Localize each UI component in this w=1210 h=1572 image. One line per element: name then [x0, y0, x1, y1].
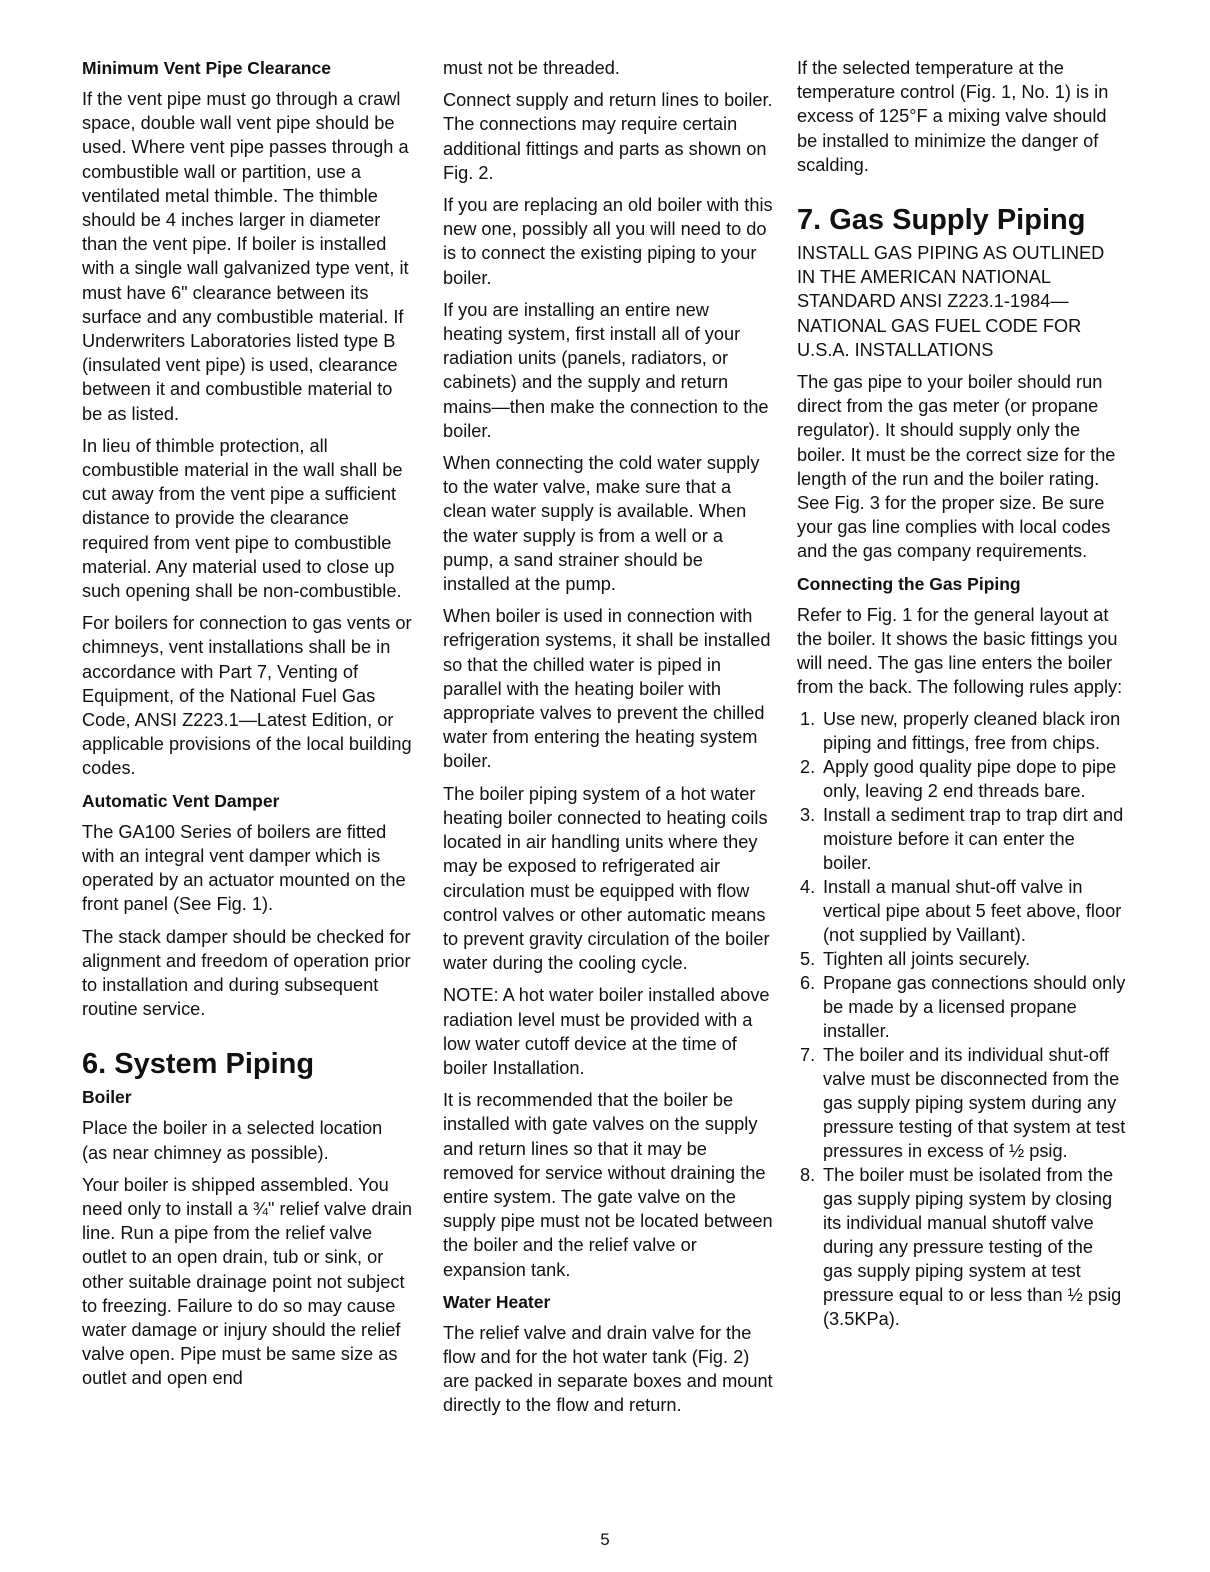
- heading-vent-clearance: Minimum Vent Pipe Clearance: [82, 58, 331, 78]
- list-item: 8. The boiler must be isolated from the gas supply piping system by closing its individual manual shutoff valve during any pressure testing of the gas supply piping system at test pressure equal to or less than ½ psig (3.5KPa).: [800, 1165, 1122, 1330]
- paragraph: The GA100 Series of boilers are fitted with an integral vent damper which is operated by an actuator mounted on the front panel (See Fig. 1).: [82, 821, 406, 915]
- heading-water-heater: Water Heater: [443, 1291, 551, 1312]
- column-right: [797, 56, 1127, 1331]
- paragraph: Place the boiler in a selected location (as near chimney as possible).: [82, 1118, 383, 1163]
- paragraph: Refer to Fig. 1 for the general layout at the boiler. It shows the basic fittings you will need. The gas line enters the boiler from the back. The following rules apply:: [797, 604, 1123, 698]
- paragraph: In lieu of thimble protection, all combustible material in the wall shall be cut away from the vent pipe a sufficient distance to provide the clearance required from vent pipe to combustible material. Any material used to close up such opening shall be non-combustible.: [82, 435, 403, 602]
- paragraph: If you are replacing an old boiler with this new one, possibly all you will need to do is to connect the existing piping to your boiler.: [443, 195, 773, 288]
- list-item: 7. The boiler and its individual shut-off valve must be disconnected from the gas supply piping system during any pressure testing of that system at test pressures in excess of ½ psig.: [800, 1045, 1126, 1162]
- note-paragraph: NOTE: A hot water boiler installed above radiation level must be provided with a low water cutoff device at the time of boiler Installation.: [443, 985, 770, 1078]
- paragraph: The stack damper should be checked for alignment and freedom of operation prior to installation and during subsequent routine service.: [82, 926, 411, 1020]
- page-number: 5: [600, 1530, 610, 1549]
- list-item: 4. Install a manual shut-off valve in vertical pipe about 5 feet above, floor (not supplied by Vaillant).: [800, 877, 1122, 946]
- column-left: [82, 56, 412, 1399]
- section-title-gas-supply-piping: 7. Gas Supply Piping: [797, 204, 1086, 237]
- paragraph: When connecting the cold water supply to the water valve, make sure that a clean water supply is available. When the water supply is from a well or a pump, a sand strainer should be installed at the pump.: [443, 453, 760, 595]
- paragraph: The relief valve and drain valve for the flow and for the hot water tank (Fig. 2) are packed in separate boxes and mount directly to the flow and return.: [443, 1322, 773, 1416]
- column-middle: [443, 56, 773, 1426]
- heading-boiler: Boiler: [82, 1087, 132, 1108]
- paragraph: For boilers for connection to gas vents or chimneys, vent installations shall be in accordance with Part 7, Venting of Equipment, of the National Fuel Gas Code, ANSI Z223.1—Latest Edition, or applicable provisions of the local building codes.: [82, 613, 412, 779]
- paragraph: Your boiler is shipped assembled. You need only to install a ¾" relief valve drain line. Run a pipe from the relief valve outlet to an open drain, tub or sink, or other suitable drainage point not subject to freezing. Failure to do so may cause water damage or injury should the relief valve open. Pipe must be same size as outlet and open end: [82, 1174, 412, 1389]
- heading-connecting-gas-piping: Connecting the Gas Piping: [797, 573, 1021, 594]
- paragraph: The boiler piping system of a hot water heating boiler connected to heating coils located in air handling units where they may be exposed to refrigerated air circulation must be equipped with flow control valves or other automatic means to prevent gravity circulation of the boiler water during the cooling cycle.: [443, 783, 770, 974]
- section-title-system-piping: 6. System Piping: [82, 1048, 315, 1081]
- paragraph: It is recommended that the boiler be installed with gate valves on the supply and return lines so that it may be removed for service without draining the entire system. The gate valve on the supply pipe must not be located between the boiler and the relief valve or expansion tank.: [443, 1090, 773, 1280]
- standard-notice: INSTALL GAS PIPING AS OUTLINED IN THE AMERICAN NATIONAL STANDARD ANSI Z223.1-1984— NATIONAL GAS FUEL CODE FOR U.S.A. INSTALLATIONS: [797, 243, 1105, 360]
- list-item: 2. Apply good quality pipe dope to pipe only, leaving 2 end threads bare.: [800, 757, 1117, 802]
- rules-list: [797, 707, 1127, 1331]
- paragraph: If the vent pipe must go through a crawl space, double wall vent pipe should be used. Where vent pipe passes through a combustible wall or partition, use a ventilated metal thimble. The thimble should be 4 inches larger in diameter than the vent pipe. If boiler is installed with a single wall galvanized type vent, it must have 6" clearance between its surface and any combustible material. If Underwriters Laboratories listed type B (insulated vent pipe) is used, clearance between it and combustible material to be as listed.: [82, 89, 409, 424]
- list-item: 1. Use new, properly cleaned black iron piping and fittings, free from chips.: [800, 709, 1121, 754]
- list-item: 3. Install a sediment trap to trap dirt and moisture before it can enter the boiler.: [800, 805, 1124, 874]
- list-item: 6. Propane gas connections should only be made by a licensed propane installer.: [800, 973, 1126, 1042]
- heading-vent-damper: Automatic Vent Damper: [82, 790, 280, 811]
- paragraph: The gas pipe to your boiler should run direct from the gas meter (or propane regulator). It should supply only the boiler. It must be the correct size for the length of the run and the boiler rating. See Fig. 3 for the proper size. Be sure your gas line complies with local codes and the gas company requirements.: [797, 372, 1116, 562]
- paragraph: When boiler is used in connection with refrigeration systems, it shall be installed so that the chilled water is piped in parallel with the heating boiler with appropriate valves to prevent the chilled water from entering the heating system boiler.: [443, 606, 771, 772]
- paragraph: Connect supply and return lines to boiler. The connections may require certain additional fittings and parts as shown on Fig. 2.: [443, 90, 773, 183]
- paragraph: If the selected temperature at the temperature control (Fig. 1, No. 1) is in excess of 125°F a mixing valve should be installed to minimize the danger of scalding.: [797, 58, 1109, 175]
- paragraph: If you are installing an entire new heating system, first install all of your radiation units (panels, radiators, or cabinets) and the supply and return mains—then make the connection to the boiler.: [443, 299, 769, 441]
- paragraph: must not be threaded.: [443, 58, 620, 78]
- list-item: 5. Tighten all joints securely.: [800, 949, 1031, 970]
